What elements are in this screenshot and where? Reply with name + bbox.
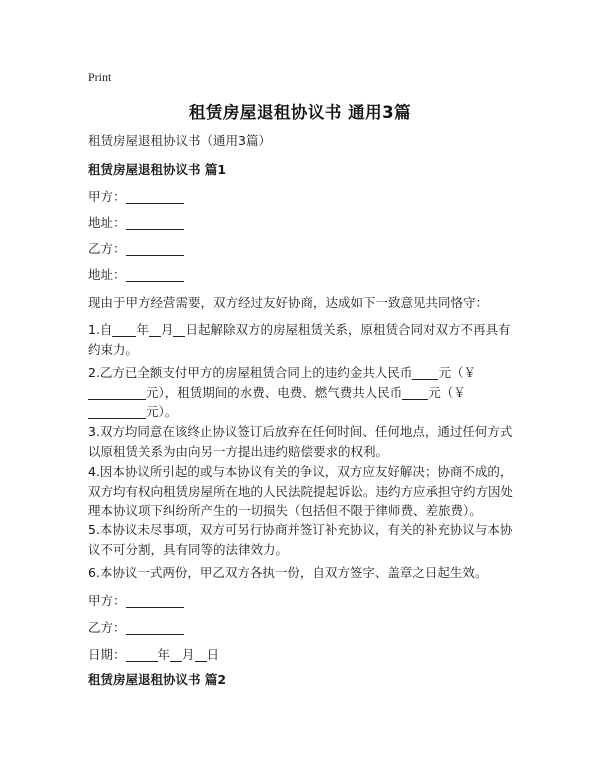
section1-heading: 租赁房屋退租协议书 篇1 [88, 162, 227, 177]
clause1-month: 月 [160, 322, 174, 337]
address-2-label: 地址： [88, 267, 126, 282]
sign-b-label: 乙方： [88, 620, 126, 635]
clause2-part3: 元），租赁期间的水费、电费、燃气费共人民币 [146, 384, 403, 400]
clause2-part4: 元（￥ [428, 384, 466, 400]
clause2-blank-2 [88, 385, 146, 400]
party-b-line [88, 239, 184, 259]
party-b-blank [126, 241, 184, 256]
address-2-blank [126, 267, 184, 282]
clause-1 [88, 320, 518, 359]
clause-6: 6.本协议一式两份，甲乙双方各执一份，自双方签字、盖章之日起生效。 [88, 565, 488, 580]
date-year: 年 [157, 647, 171, 662]
address-1-label: 地址： [88, 215, 126, 230]
address-1-line [88, 213, 184, 233]
clause1-day-blank [173, 322, 185, 337]
clause2-part5: 元）。 [146, 404, 178, 419]
clause-2 [88, 363, 518, 422]
party-a-label: 甲方： [88, 189, 126, 204]
clause2-blank-3 [402, 385, 428, 400]
date-day-blank [195, 647, 207, 662]
document-title: 租赁房屋退租协议书 通用3篇 [188, 103, 412, 122]
clause-5: 5.本协议未尽事项，双方可另行协商并签订补充协议，有关的补充协议与本协议不可分割，具有同等的法律效力。 [88, 522, 513, 557]
clause-3: 3.双方均同意在该终止协议签订后放弃在任何时间、任何地点，通过任何方式以原租赁关系为由向另一方提出违约赔偿要求的权利。 [88, 424, 513, 459]
date-line [88, 645, 219, 665]
clause1-month-blank [149, 322, 161, 337]
date-month-blank [170, 647, 182, 662]
clause2-part1: 2.乙方已全额支付甲方的房屋租赁合同上的违约金共人民币 [88, 365, 413, 380]
clause1-year: 年 [136, 322, 149, 337]
print-label[interactable]: Print [88, 70, 112, 84]
address-1-blank [126, 215, 184, 230]
document-subtitle: 租赁房屋退租协议书（通用3篇） [88, 133, 271, 148]
sign-a-label: 甲方： [88, 593, 126, 608]
date-month: 月 [182, 647, 195, 662]
sign-a-line [88, 591, 184, 611]
date-year-blank [126, 647, 158, 662]
sign-a-blank [126, 593, 184, 608]
date-day: 日 [206, 647, 220, 662]
party-a-line [88, 187, 184, 207]
clause-4: 4.因本协议所引起的或与本协议有关的争议，双方应友好解决；协商不成的，双方均有权向租赁房屋所在地的人民法院提起诉讼。违约方应承担守约方因处理本协议项下纠纷所产生的一切损失（包括但不限于律师费、差旅费）。 [88, 464, 514, 518]
clause2-blank-1 [412, 365, 438, 380]
clause1-year-blank [112, 322, 136, 337]
date-label: 日期： [88, 647, 126, 662]
party-a-blank [126, 189, 184, 204]
clause1-rest: 日起解除双方的房屋租赁关系，原租赁合同对双方不再具有约束力。 [88, 322, 511, 357]
clause1-prefix: 1.自 [88, 322, 113, 337]
sign-b-blank [126, 620, 184, 635]
sign-b-line [88, 618, 184, 638]
clause2-part2: 元（￥ [438, 365, 476, 380]
section2-heading: 租赁房屋退租协议书 篇2 [88, 672, 227, 687]
intro-paragraph: 现由于甲方经营需要，双方经过友好协商，达成如下一致意见共同恪守： [88, 295, 489, 310]
party-b-label: 乙方： [88, 241, 126, 256]
clause2-blank-4 [88, 404, 146, 419]
address-2-line [88, 265, 184, 285]
